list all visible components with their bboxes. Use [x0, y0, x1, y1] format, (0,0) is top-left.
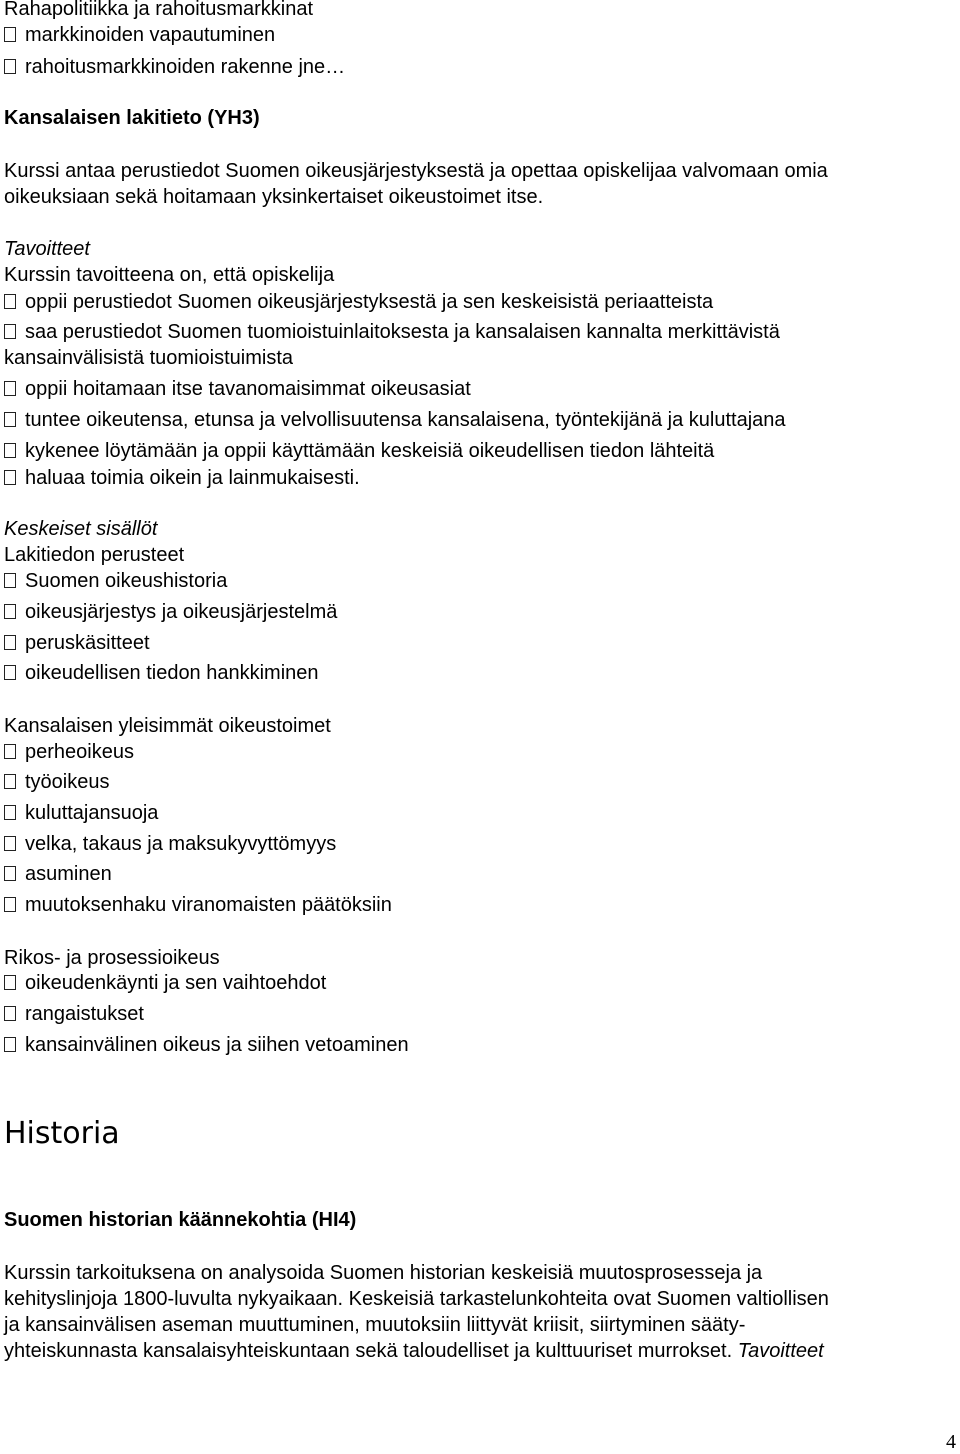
description-line: yhteiskunnasta kansalaisyhteiskuntaan sekä taloudelliset ja kulttuuriset murrokset. Tavoitteet [4, 1340, 824, 1362]
bullet-icon [4, 443, 16, 458]
list-item: oikeusjärjestys ja oikeusjärjestelmä [4, 599, 337, 625]
list-item: perheoikeus [4, 739, 134, 765]
bullet-icon [4, 412, 16, 427]
list-item: muutoksenhaku viranomaisten päätöksiin [4, 892, 392, 918]
list-item: rahoitusmarkkinoiden rakenne jne… [4, 54, 345, 80]
bullet-icon [4, 1006, 16, 1021]
description-line: Kurssin tarkoituksena on analysoida Suomen historian keskeisiä muutosprosesseja ja [4, 1262, 763, 1284]
goal-item: haluaa toimia oikein ja lainmukaisesti. [4, 465, 360, 491]
bullet-icon [4, 635, 16, 650]
bullet-icon [4, 897, 16, 912]
goal-item: oppii perustiedot Suomen oikeusjärjestyksestä ja sen keskeisistä periaatteista [4, 289, 713, 315]
bullet-icon [4, 836, 16, 851]
list-item: kansainvälinen oikeus ja siihen vetoaminen [4, 1032, 409, 1058]
bullet-icon [4, 866, 16, 881]
description-line: kehityslinjoja 1800-luvulta nykyaikaan. Keskeisiä tarkastelunkohteita ovat Suomen valtiollisen [4, 1288, 829, 1310]
bullet-icon [4, 59, 16, 74]
list-item: asuminen [4, 861, 112, 887]
group-title: Kansalaisen yleisimmät oikeustoimet [4, 715, 331, 737]
list-item: oikeudellisen tiedon hankkiminen [4, 660, 319, 686]
goal-item: saa perustiedot Suomen tuomioistuinlaitoksesta ja kansalaisen kannalta merkittävistä [4, 319, 780, 345]
bullet-icon [4, 604, 16, 619]
goal-item-continuation: kansainvälisistä tuomioistuimista [4, 347, 294, 369]
description-line: ja kansainvälisen aseman muuttuminen, muutoksiin liittyvät kriisit, siirtyminen sääty- [4, 1314, 746, 1336]
bullet-icon [4, 470, 16, 485]
list-item: markkinoiden vapautuminen [4, 22, 275, 48]
group-title: Lakitiedon perusteet [4, 544, 185, 566]
goal-item: tuntee oikeutensa, etunsa ja velvollisuutensa kansalaisena, työntekijänä ja kuluttajana [4, 407, 786, 433]
bullet-icon [4, 27, 16, 42]
list-item: rangaistukset [4, 1001, 144, 1027]
bullet-icon [4, 774, 16, 789]
list-item: oikeudenkäynti ja sen vaihtoehdot [4, 970, 326, 996]
bullet-icon [4, 975, 16, 990]
list-item: velka, takaus ja maksukyvyttömyys [4, 831, 336, 857]
goals-heading: Tavoitteet [4, 238, 90, 260]
goal-item: kykenee löytämään ja oppii käyttämään keskeisiä oikeudellisen tiedon lähteitä [4, 438, 714, 464]
course-title: Kansalaisen lakitieto (YH3) [4, 107, 260, 129]
goals-heading: Tavoitteet [737, 1340, 824, 1362]
course-title: Suomen historian käännekohtia (HI4) [4, 1209, 357, 1231]
list-item: kuluttajansuoja [4, 800, 158, 826]
bullet-icon [4, 805, 16, 820]
page-number: 4 [946, 1431, 956, 1453]
list-item: Suomen oikeushistoria [4, 568, 227, 594]
bullet-icon [4, 381, 16, 396]
list-item: työoikeus [4, 769, 110, 795]
bullet-icon [4, 744, 16, 759]
bullet-icon [4, 665, 16, 680]
bullet-icon [4, 294, 16, 309]
goals-intro: Kurssin tavoitteena on, että opiskelija [4, 264, 335, 286]
description-line: oikeuksiaan sekä hoitamaan yksinkertaiset oikeustoimet itse. [4, 186, 544, 208]
bullet-icon [4, 1037, 16, 1052]
description-line: Kurssi antaa perustiedot Suomen oikeusjärjestyksestä ja opettaa opiskelijaa valvomaan omia [4, 160, 828, 182]
goal-item: oppii hoitamaan itse tavanomaisimmat oikeusasiat [4, 376, 471, 402]
bullet-icon [4, 324, 16, 339]
history-heading: Historia [4, 1116, 120, 1151]
group-title: Rikos- ja prosessioikeus [4, 947, 220, 969]
contents-heading: Keskeiset sisällöt [4, 518, 158, 540]
section-title: Rahapolitiikka ja rahoitusmarkkinat [4, 0, 314, 20]
list-item: peruskäsitteet [4, 630, 150, 656]
bullet-icon [4, 573, 16, 588]
